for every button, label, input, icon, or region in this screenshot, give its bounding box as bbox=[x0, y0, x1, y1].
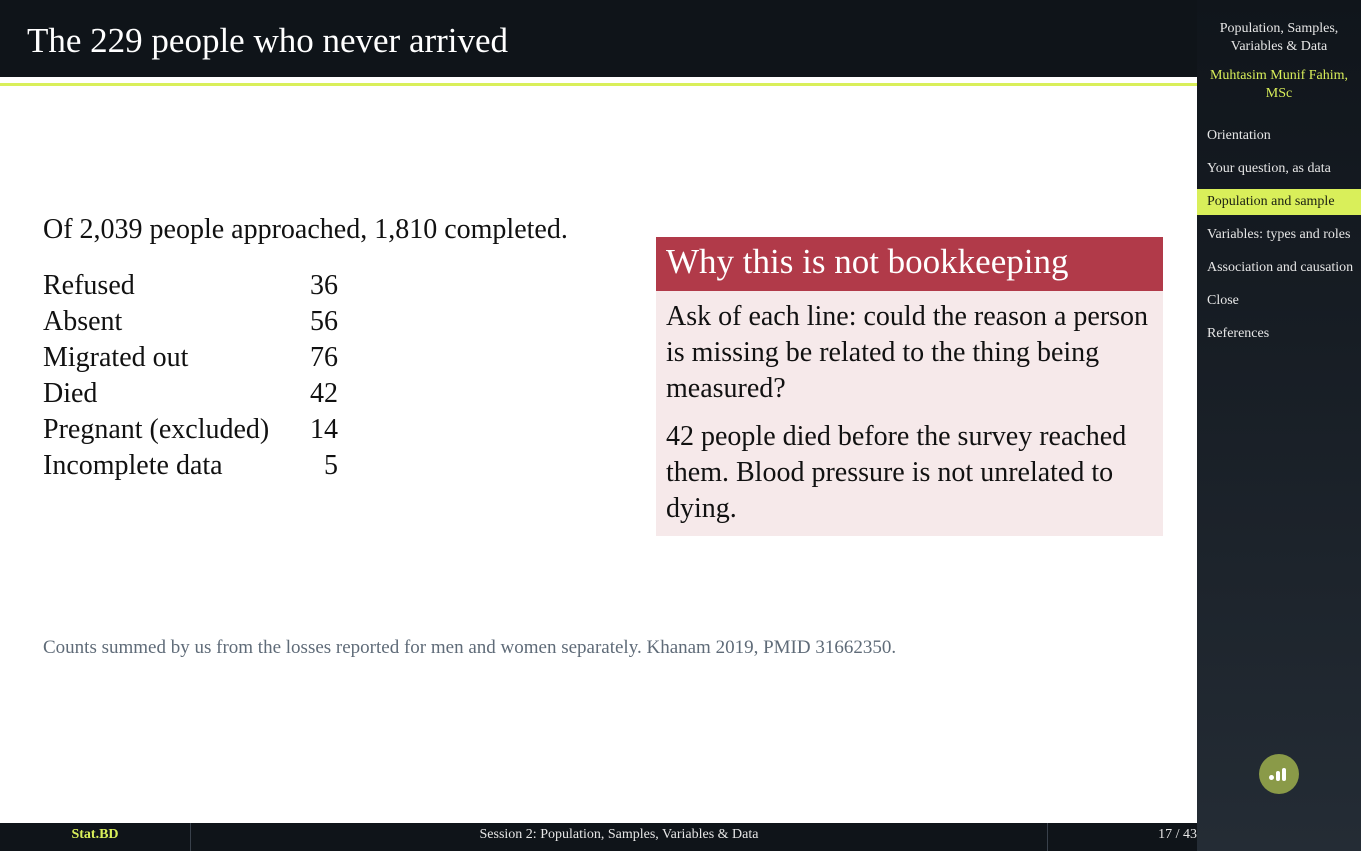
table-row bbox=[43, 340, 338, 376]
loss-count: 56 bbox=[310, 306, 338, 337]
sidebar-item-variables[interactable]: Variables: types and roles bbox=[1207, 227, 1351, 242]
loss-label: Migrated out bbox=[43, 342, 189, 373]
slide-footer bbox=[0, 823, 1197, 851]
loss-label: Incomplete data bbox=[43, 450, 223, 481]
callout-title: Why this is not bookkeeping bbox=[656, 237, 1163, 291]
loss-count: 76 bbox=[310, 342, 338, 373]
callout-paragraph: 42 people died before the survey reached them. Blood pressure is not unrelated to dying. bbox=[666, 421, 1127, 524]
table-row bbox=[43, 376, 338, 412]
page-number: 17 / 43 bbox=[1158, 827, 1197, 842]
loss-label: Died bbox=[43, 378, 98, 409]
table-row bbox=[43, 448, 338, 484]
sidebar-item-association[interactable]: Association and causation bbox=[1207, 260, 1354, 275]
table-row bbox=[43, 412, 338, 448]
slide-title-bar bbox=[0, 0, 1197, 77]
table-row bbox=[43, 304, 338, 340]
loss-label: Pregnant (excluded) bbox=[43, 414, 270, 445]
table-row bbox=[43, 268, 338, 304]
slide-title: The 229 people who never arrived bbox=[27, 21, 509, 60]
losses-table bbox=[43, 268, 338, 484]
presentation-author: Muhtasim Munif Fahim, MSc bbox=[1209, 68, 1349, 101]
footnote: Counts summed by us from the losses reported for men and women separately. Khanam 2019, PMID 31662350. bbox=[43, 637, 897, 658]
lead-statement: Of 2,039 people approached, 1,810 completed. bbox=[43, 214, 568, 245]
sidebar-item-population-and-sample[interactable]: Population and sample bbox=[1197, 189, 1361, 215]
loss-label: Absent bbox=[43, 306, 123, 337]
sidebar-item-your-question[interactable]: Your question, as data bbox=[1207, 161, 1331, 176]
footer-brand: Stat.BD bbox=[0, 823, 191, 851]
title-accent-line bbox=[0, 83, 1197, 86]
loss-count: 14 bbox=[310, 414, 338, 445]
sidebar bbox=[1197, 0, 1361, 851]
sidebar-nav bbox=[1197, 123, 1361, 354]
loss-count: 5 bbox=[324, 450, 338, 481]
sidebar-item-orientation[interactable]: Orientation bbox=[1207, 128, 1271, 143]
bar-chart-icon-graphic bbox=[1259, 754, 1299, 794]
loss-count: 36 bbox=[310, 270, 338, 301]
sidebar-item-close[interactable]: Close bbox=[1207, 293, 1239, 308]
callout-body bbox=[656, 291, 1163, 527]
bar-chart-icon[interactable] bbox=[1259, 754, 1299, 794]
loss-label: Refused bbox=[43, 270, 135, 301]
footer-session-title: Session 2: Population, Samples, Variables & Data bbox=[191, 823, 1048, 851]
loss-count: 42 bbox=[310, 378, 338, 409]
sidebar-item-references[interactable]: References bbox=[1207, 326, 1270, 341]
callout-paragraph: Ask of each line: could the reason a person is missing be related to the thing being measured? bbox=[666, 301, 1149, 404]
presentation-title: Population, Samples, Variables & Data bbox=[1219, 21, 1339, 54]
callout-box bbox=[656, 237, 1163, 536]
